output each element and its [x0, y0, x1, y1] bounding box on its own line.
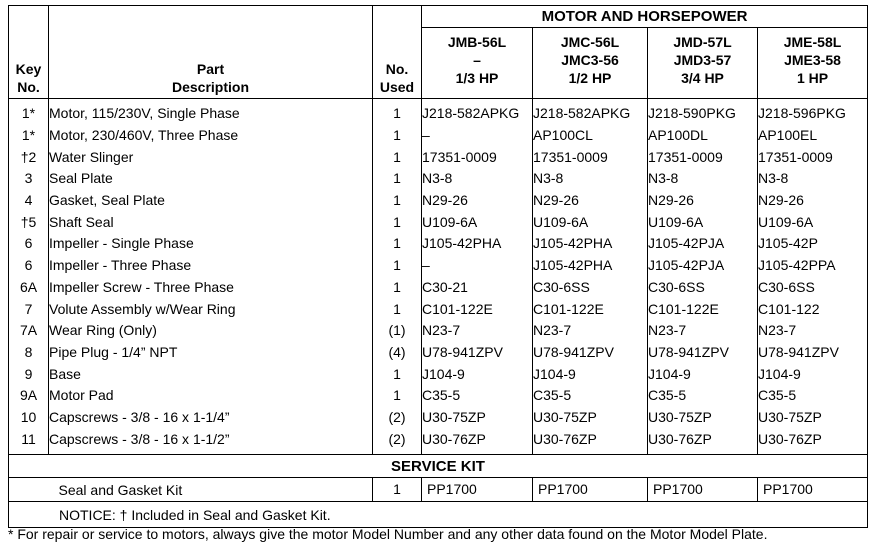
motor-horsepower-header: MOTOR AND HORSEPOWER [422, 6, 868, 28]
part-number-cell: U30-76ZP [422, 428, 533, 454]
part-number-cell: J218-582APKG [422, 99, 533, 125]
parts-table [8, 5, 868, 528]
table-row [9, 99, 868, 125]
table-row [9, 342, 868, 364]
part-number-cell: J105-42PHA [533, 233, 648, 255]
key-cell: 11 [9, 428, 49, 454]
part-number-cell: J218-596PKG [758, 99, 868, 125]
key-cell: 6 [9, 255, 49, 277]
description-cell: Shaft Seal [49, 211, 373, 233]
table-row [9, 125, 868, 147]
parts-list [9, 99, 868, 455]
part-number-cell: J105-42PJA [648, 255, 758, 277]
part-number-cell: C30-21 [422, 277, 533, 299]
kit-part-jmc: PP1700 [533, 478, 648, 502]
used-cell: 1 [373, 255, 422, 277]
description-cell: Impeller - Single Phase [49, 233, 373, 255]
model-header-jmc: JMC-56L JMC3-56 1/2 HP [533, 28, 648, 99]
table-row [9, 363, 868, 385]
model-header-jmb: JMB-56L – 1/3 HP [422, 28, 533, 99]
used-cell: (2) [373, 407, 422, 429]
key-cell: 9A [9, 385, 49, 407]
key-cell: 1* [9, 99, 49, 125]
part-number-cell: U30-75ZP [648, 407, 758, 429]
description-cell: Motor, 230/460V, Three Phase [49, 125, 373, 147]
part-number-cell: C35-5 [648, 385, 758, 407]
part-number-cell: AP100EL [758, 125, 868, 147]
part-number-cell: 17351-0009 [648, 146, 758, 168]
part-number-cell: N29-26 [648, 190, 758, 212]
used-cell: 1 [373, 211, 422, 233]
part-number-cell: J218-582APKG [533, 99, 648, 125]
part-number-cell: C35-5 [758, 385, 868, 407]
used-cell: 1 [373, 385, 422, 407]
description-cell: Gasket, Seal Plate [49, 190, 373, 212]
key-cell: 8 [9, 342, 49, 364]
table-row [9, 407, 868, 429]
part-description-header: Part Description [49, 28, 373, 99]
part-number-cell: U109-6A [758, 211, 868, 233]
description-cell: Volute Assembly w/Wear Ring [49, 298, 373, 320]
part-number-cell: U30-76ZP [533, 428, 648, 454]
part-number-cell: U30-75ZP [758, 407, 868, 429]
description-cell: Water Slinger [49, 146, 373, 168]
key-cell: †5 [9, 211, 49, 233]
part-number-cell: J104-9 [533, 363, 648, 385]
part-number-cell: U109-6A [422, 211, 533, 233]
table-row [9, 428, 868, 454]
part-number-cell: AP100DL [648, 125, 758, 147]
service-kit-title: SERVICE KIT [9, 455, 868, 478]
part-number-cell: C101-122E [422, 298, 533, 320]
part-number-cell: U78-941ZPV [648, 342, 758, 364]
description-cell: Wear Ring (Only) [49, 320, 373, 342]
kit-used: 1 [373, 478, 422, 502]
model-header-jmd: JMD-57L JMD3-57 3/4 HP [648, 28, 758, 99]
header-blank-key [9, 6, 49, 28]
part-number-cell: U30-75ZP [533, 407, 648, 429]
part-number-cell: J104-9 [758, 363, 868, 385]
kit-part-jmd: PP1700 [648, 478, 758, 502]
used-cell: (1) [373, 320, 422, 342]
part-number-cell: N3-8 [422, 168, 533, 190]
part-number-cell: U30-76ZP [758, 428, 868, 454]
part-number-cell: N23-7 [422, 320, 533, 342]
part-number-cell: C30-6SS [758, 277, 868, 299]
used-cell: 1 [373, 298, 422, 320]
header-blank-desc [49, 6, 373, 28]
used-cell: 1 [373, 99, 422, 125]
part-number-cell: C101-122 [758, 298, 868, 320]
table-row [9, 211, 868, 233]
used-cell: 1 [373, 146, 422, 168]
part-number-cell: J105-42PHA [422, 233, 533, 255]
key-cell: 7A [9, 320, 49, 342]
part-number-cell: J104-9 [422, 363, 533, 385]
part-number-cell: N29-26 [533, 190, 648, 212]
part-number-cell: J105-42PJA [648, 233, 758, 255]
part-number-cell: 17351-0009 [758, 146, 868, 168]
description-cell: Motor, 115/230V, Single Phase [49, 99, 373, 125]
no-used-header: No. Used [373, 28, 422, 99]
kit-part-jmb: PP1700 [422, 478, 533, 502]
footnote: * For repair or service to motors, always give the motor Model Number and any other data found on the Motor Model Plate. [8, 526, 768, 542]
part-number-cell: N3-8 [648, 168, 758, 190]
model-header-jme: JME-58L JME3-58 1 HP [758, 28, 868, 99]
part-number-cell: – [422, 125, 533, 147]
key-no-header: Key No. [9, 28, 49, 99]
kit-part-jme: PP1700 [758, 478, 868, 502]
key-cell: 6A [9, 277, 49, 299]
part-number-cell: U109-6A [533, 211, 648, 233]
service-kit-row [9, 478, 868, 502]
table-row [9, 168, 868, 190]
part-number-cell: U109-6A [648, 211, 758, 233]
part-number-cell: C101-122E [648, 298, 758, 320]
table-row [9, 233, 868, 255]
part-number-cell: C35-5 [422, 385, 533, 407]
part-number-cell: 17351-0009 [422, 146, 533, 168]
description-cell: Impeller - Three Phase [49, 255, 373, 277]
part-number-cell: C30-6SS [533, 277, 648, 299]
part-number-cell: C35-5 [533, 385, 648, 407]
part-number-cell: U78-941ZPV [422, 342, 533, 364]
table-row [9, 190, 868, 212]
part-number-cell: J105-42PPA [758, 255, 868, 277]
description-cell: Base [49, 363, 373, 385]
part-number-cell: J105-42PHA [533, 255, 648, 277]
key-cell: †2 [9, 146, 49, 168]
part-number-cell: J104-9 [648, 363, 758, 385]
part-number-cell: N23-7 [648, 320, 758, 342]
key-cell: 3 [9, 168, 49, 190]
used-cell: (2) [373, 428, 422, 454]
part-number-cell: C30-6SS [648, 277, 758, 299]
kit-description: Seal and Gasket Kit [49, 478, 373, 502]
table-row [9, 277, 868, 299]
key-cell: 9 [9, 363, 49, 385]
table-row [9, 385, 868, 407]
kit-notice: NOTICE: † Included in Seal and Gasket Kit. [9, 502, 868, 528]
used-cell: 1 [373, 233, 422, 255]
description-cell: Capscrews - 3/8 - 16 x 1-1/4” [49, 407, 373, 429]
used-cell: 1 [373, 168, 422, 190]
table-row [9, 255, 868, 277]
kit-key-cell [9, 478, 49, 502]
description-cell: Seal Plate [49, 168, 373, 190]
part-number-cell: N23-7 [533, 320, 648, 342]
part-number-cell: N29-26 [422, 190, 533, 212]
part-number-cell: U78-941ZPV [758, 342, 868, 364]
part-number-cell: J105-42P [758, 233, 868, 255]
part-number-cell: – [422, 255, 533, 277]
header-blank-used [373, 6, 422, 28]
key-cell: 1* [9, 125, 49, 147]
table-row [9, 146, 868, 168]
part-number-cell: N3-8 [758, 168, 868, 190]
part-number-cell: N29-26 [758, 190, 868, 212]
part-number-cell: N3-8 [533, 168, 648, 190]
used-cell: 1 [373, 125, 422, 147]
used-cell: 1 [373, 190, 422, 212]
key-cell: 10 [9, 407, 49, 429]
part-number-cell: N23-7 [758, 320, 868, 342]
description-cell: Impeller Screw - Three Phase [49, 277, 373, 299]
part-number-cell: 17351-0009 [533, 146, 648, 168]
table-row [9, 298, 868, 320]
description-cell: Capscrews - 3/8 - 16 x 1-1/2” [49, 428, 373, 454]
part-number-cell: J218-590PKG [648, 99, 758, 125]
used-cell: 1 [373, 277, 422, 299]
part-number-cell: U78-941ZPV [533, 342, 648, 364]
key-cell: 7 [9, 298, 49, 320]
key-cell: 6 [9, 233, 49, 255]
part-number-cell: U30-75ZP [422, 407, 533, 429]
part-number-cell: U30-76ZP [648, 428, 758, 454]
part-number-cell: C101-122E [533, 298, 648, 320]
description-cell: Pipe Plug - 1/4” NPT [49, 342, 373, 364]
key-cell: 4 [9, 190, 49, 212]
used-cell: 1 [373, 363, 422, 385]
used-cell: (4) [373, 342, 422, 364]
description-cell: Motor Pad [49, 385, 373, 407]
part-number-cell: AP100CL [533, 125, 648, 147]
table-row [9, 320, 868, 342]
